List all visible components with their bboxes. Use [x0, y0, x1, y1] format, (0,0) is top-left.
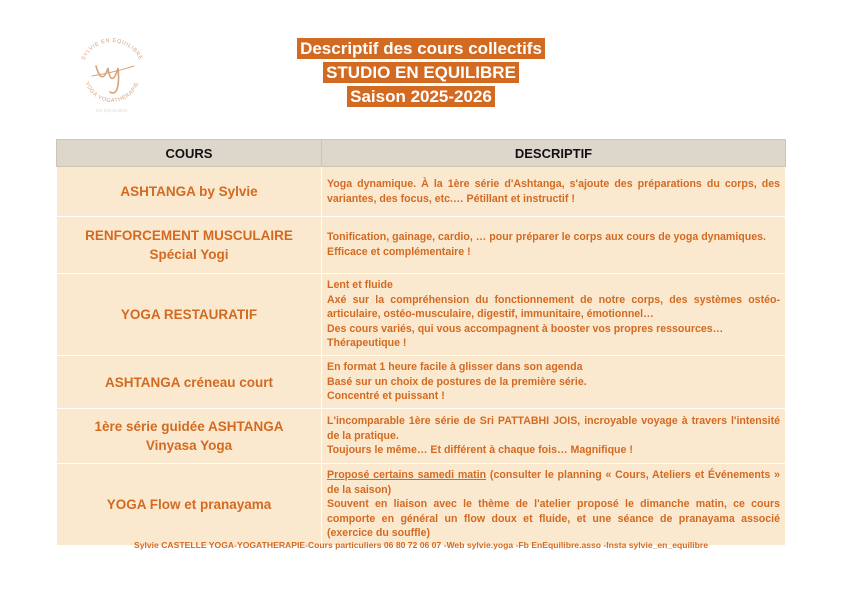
course-description: En format 1 heure facile à glisser dans son agenda Basé sur un choix de postures de la première série. Concentré et puissant !	[322, 356, 786, 409]
table-row	[57, 464, 786, 546]
course-name: 1ère série guidée ASHTANGA Vinyasa Yoga	[57, 409, 322, 464]
course-name: YOGA Flow et pranayama	[57, 464, 322, 546]
contact-footer: Sylvie CASTELLE YOGA-YOGATHERAPIE-Cours particuliers 06 80 72 06 07 -Web sylvie.yoga -Fb EnEquilibre.asso -Insta sylvie_en_equilibre	[133, 540, 709, 550]
title-line-1: Descriptif des cours collectifs	[297, 38, 545, 59]
course-name: ASHTANGA by Sylvie	[57, 167, 322, 217]
course-description: Lent et fluide Axé sur la compréhension du fonctionnement de notre corps, des systèmes ostéo-articulaire, ostéo-musculaire, digestif, immunitaire, émotionnel… Des cours variés, qui vous accompagnent à booster vos propres ressources… Thérapeutique !	[322, 274, 786, 356]
table-row	[57, 356, 786, 409]
course-name: ASHTANGA créneau court	[57, 356, 322, 409]
course-name: YOGA RESTAURATIF	[57, 274, 322, 356]
course-description: Yoga dynamique. À la 1ère série d'Ashtanga, s'ajoute des préparations du corps, des variantes, des focus, etc.… Pétillant et instructif !	[322, 167, 786, 217]
table-row	[57, 409, 786, 464]
schedule-note: Proposé certains samedi matin	[327, 469, 487, 482]
table-header-row	[57, 140, 786, 167]
header-descriptif: DESCRIPTIF	[322, 140, 786, 167]
course-name: RENFORCEMENT MUSCULAIRE Spécial Yogi	[57, 217, 322, 274]
course-description: L'incomparable 1ère série de Sri PATTABHI JOIS, incroyable voyage à travers l'intensité de la pratique. Toujours le même… Et différent à chaque fois… Magnifique !	[322, 409, 786, 464]
courses-table	[56, 139, 786, 546]
logo-bottom-text: YOGA YOGATHÉRAPIE	[83, 81, 141, 105]
header-cours: COURS	[57, 140, 322, 167]
course-description: Tonification, gainage, cardio, … pour préparer le corps aux cours de yoga dynamiques. Efficace et complémentaire !	[322, 217, 786, 274]
document-title	[0, 38, 842, 110]
table-row	[57, 274, 786, 356]
table-row	[57, 167, 786, 217]
title-line-2: STUDIO EN EQUILIBRE	[323, 62, 519, 83]
title-line-3: Saison 2025-2026	[347, 86, 495, 107]
table-row	[57, 217, 786, 274]
logo-faint-text: EN EQUILIBRE	[96, 108, 128, 113]
logo-top-text: SYLVIE EN EQUILIBRE	[80, 37, 144, 62]
course-description: Proposé certains samedi matin (consulter le planning « Cours, Ateliers et Événements » de la saison) Souvent en liaison avec le thème de l'atelier proposé le dimanche matin, ce cours comporte en général un flow doux et fluide, et une séance de pranayama associé (exercice du souffle)	[322, 464, 786, 546]
